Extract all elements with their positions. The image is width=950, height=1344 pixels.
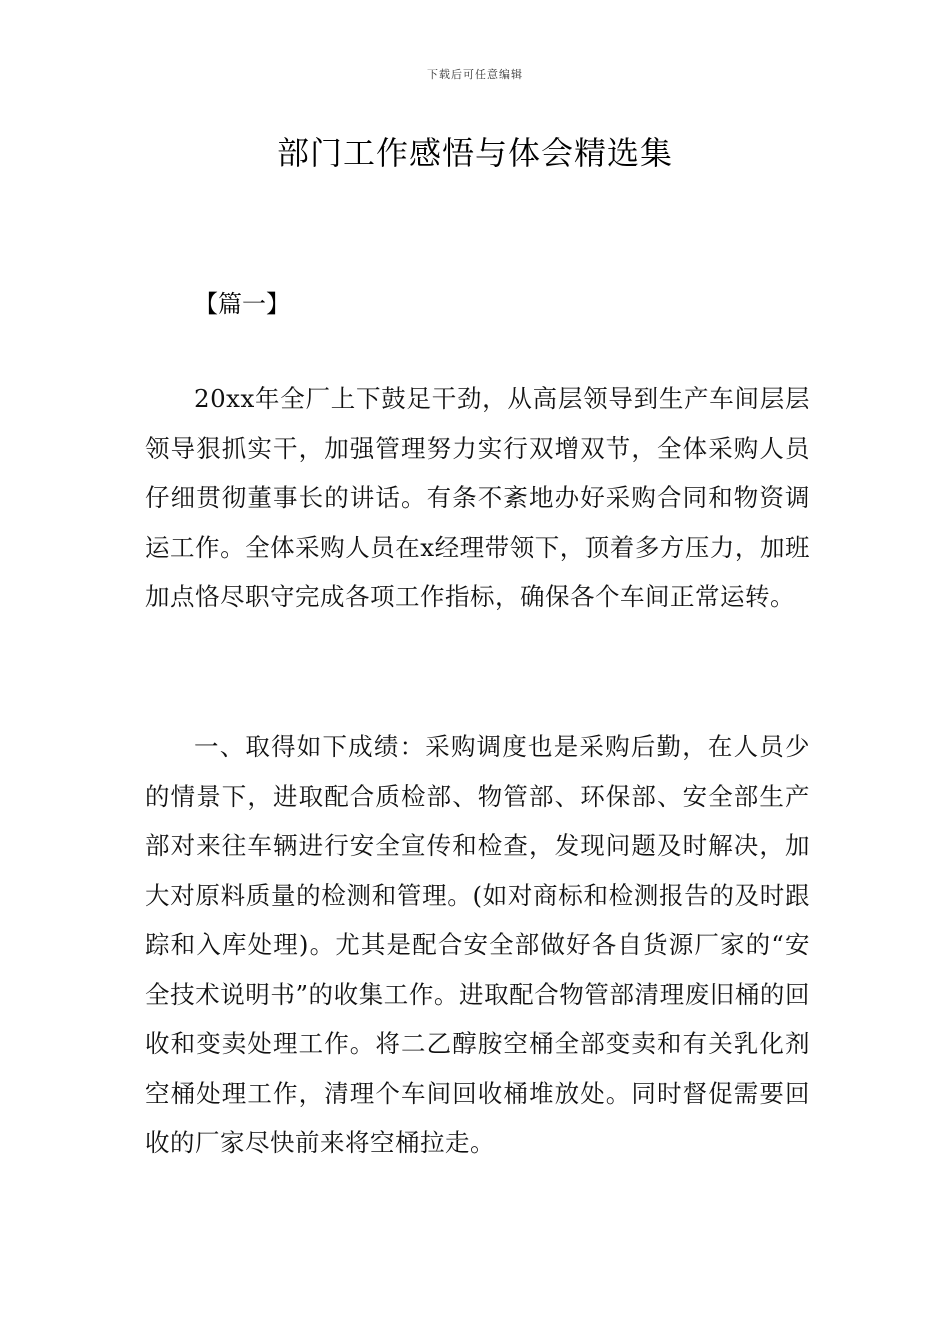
document-title: 部门工作感悟与体会精选集 <box>276 134 673 172</box>
body-paragraph-2: 一、取得如下成绩：采购调度也是采购后勤，在人员少的情景下，进取配合质检部、物管部、环保部、安全部生产部对来往车辆进行安全宣传和检查，发现问题及时解决，加大对原料质量的检测和管理。(如对商标和检测报告的及时跟踪和入库处理)。尤其是配合安全部做好各自货源厂家的“安全技术说明书”的收集工作。进取配合物管部清理废旧桶的回收和变卖处理工作。将二乙醇胺空桶全部变卖和有关乳化剂空桶处理工作，清理个车间回收桶堆放处。同时督促需要回收的厂家尽快前来将空桶拉走。 <box>145 732 810 1157</box>
header-note: 下载后可任意编辑 <box>427 68 523 81</box>
section-label: 【篇一】 <box>194 290 290 318</box>
body-paragraph-1: 20xx年全厂上下鼓足干劲，从高层领导到生产车间层层领导狠抓实干，加强管理努力实行双增双节，全体采购人员仔细贯彻董事长的讲话。有条不紊地办好采购合同和物资调运工作。全体采购人员在x经理带领下，顶着多方压力，加班加点恪尽职守完成各项工作指标，确保各个车间正常运转。 <box>145 384 810 611</box>
